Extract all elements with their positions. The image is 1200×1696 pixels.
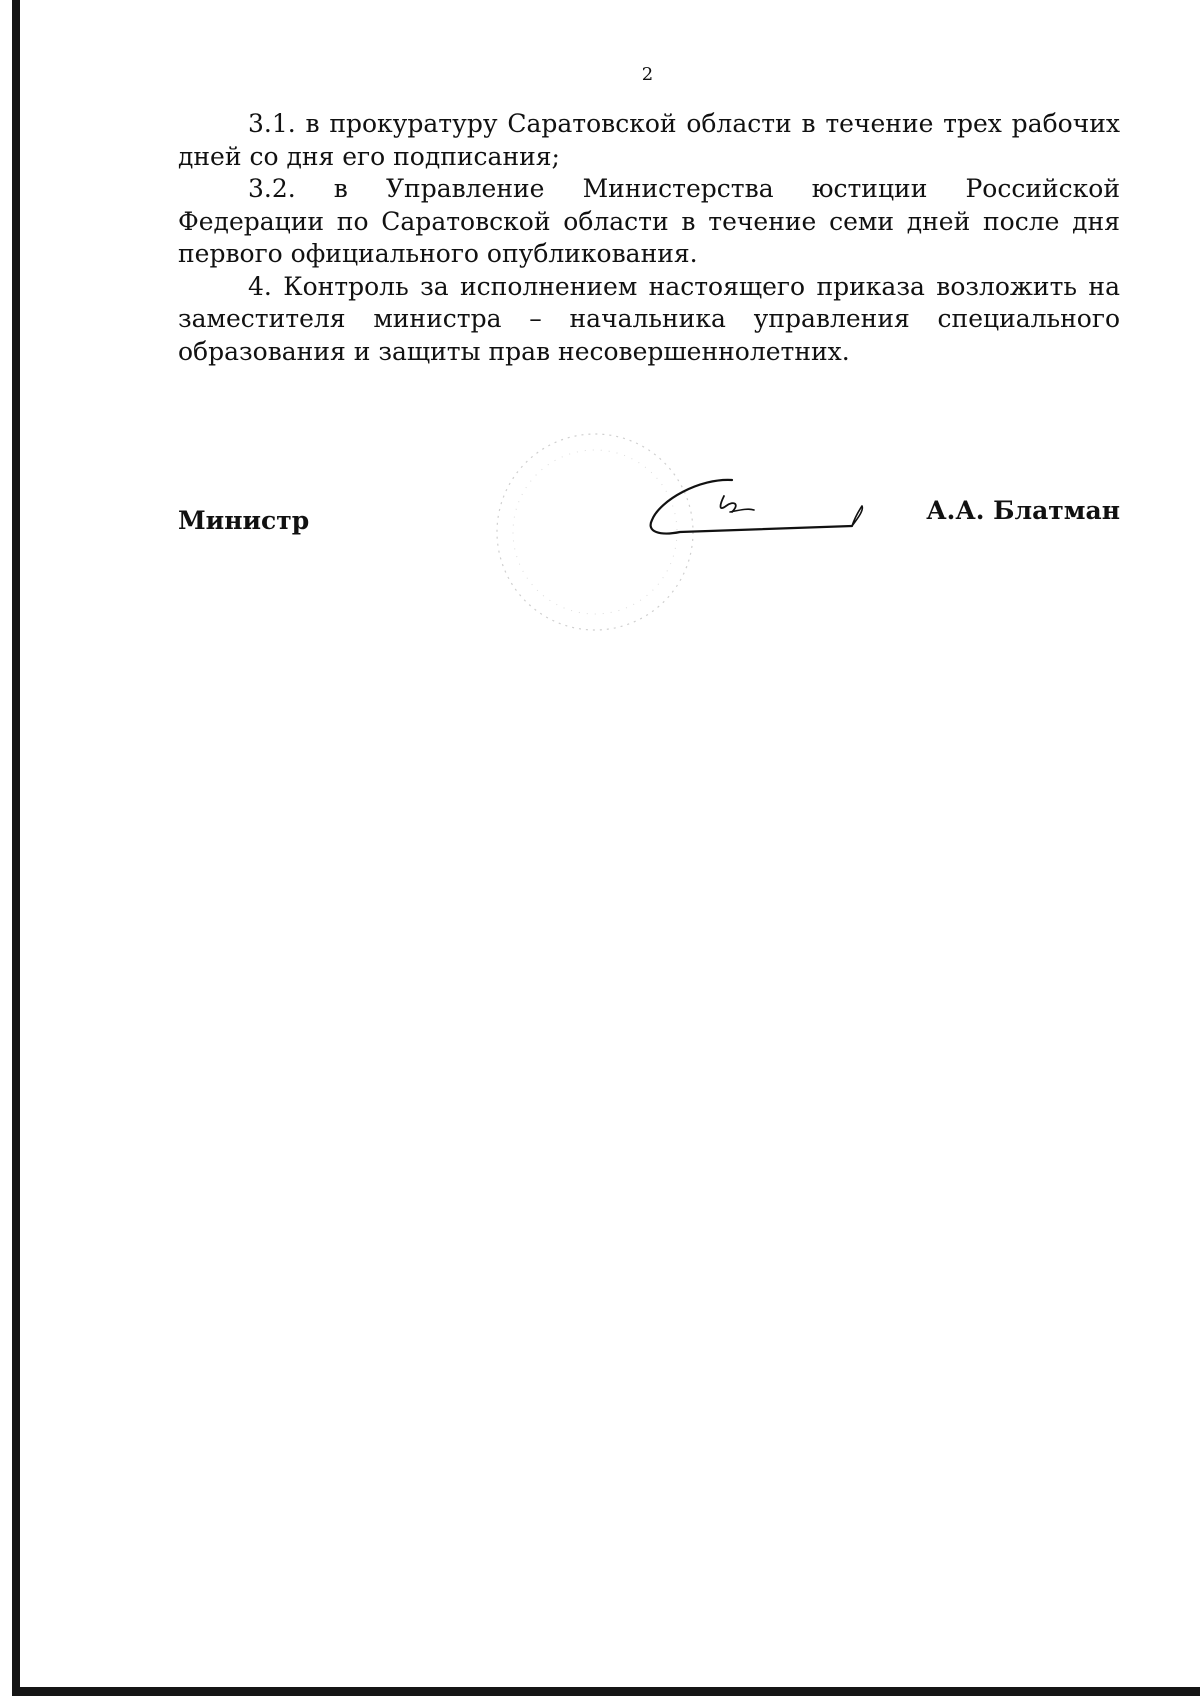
position-title: Министр (178, 506, 310, 535)
paragraph-4: 4. Контроль за исполнением настоящего приказа возложить на заместителя министра – начальника управления специального образования и защиты прав несовершеннолетних. (178, 271, 1120, 366)
page-number: 2 (641, 64, 654, 85)
document-body (178, 108, 1120, 368)
scan-border-left (12, 0, 20, 1696)
scan-border-bottom (12, 1687, 1200, 1696)
paragraph-3-2: 3.2. в Управление Министерства юстиции Российской Федерации по Саратовской области в течение семи дней после дня первого официального опубликования. (178, 174, 1120, 268)
signatory-name: А.А. Блатман (926, 496, 1120, 525)
paragraph-3-1: 3.1. в прокуратуру Саратовской области в течение трех рабочих дней со дня его подписания; (178, 109, 1120, 171)
signature-block (178, 496, 1120, 546)
